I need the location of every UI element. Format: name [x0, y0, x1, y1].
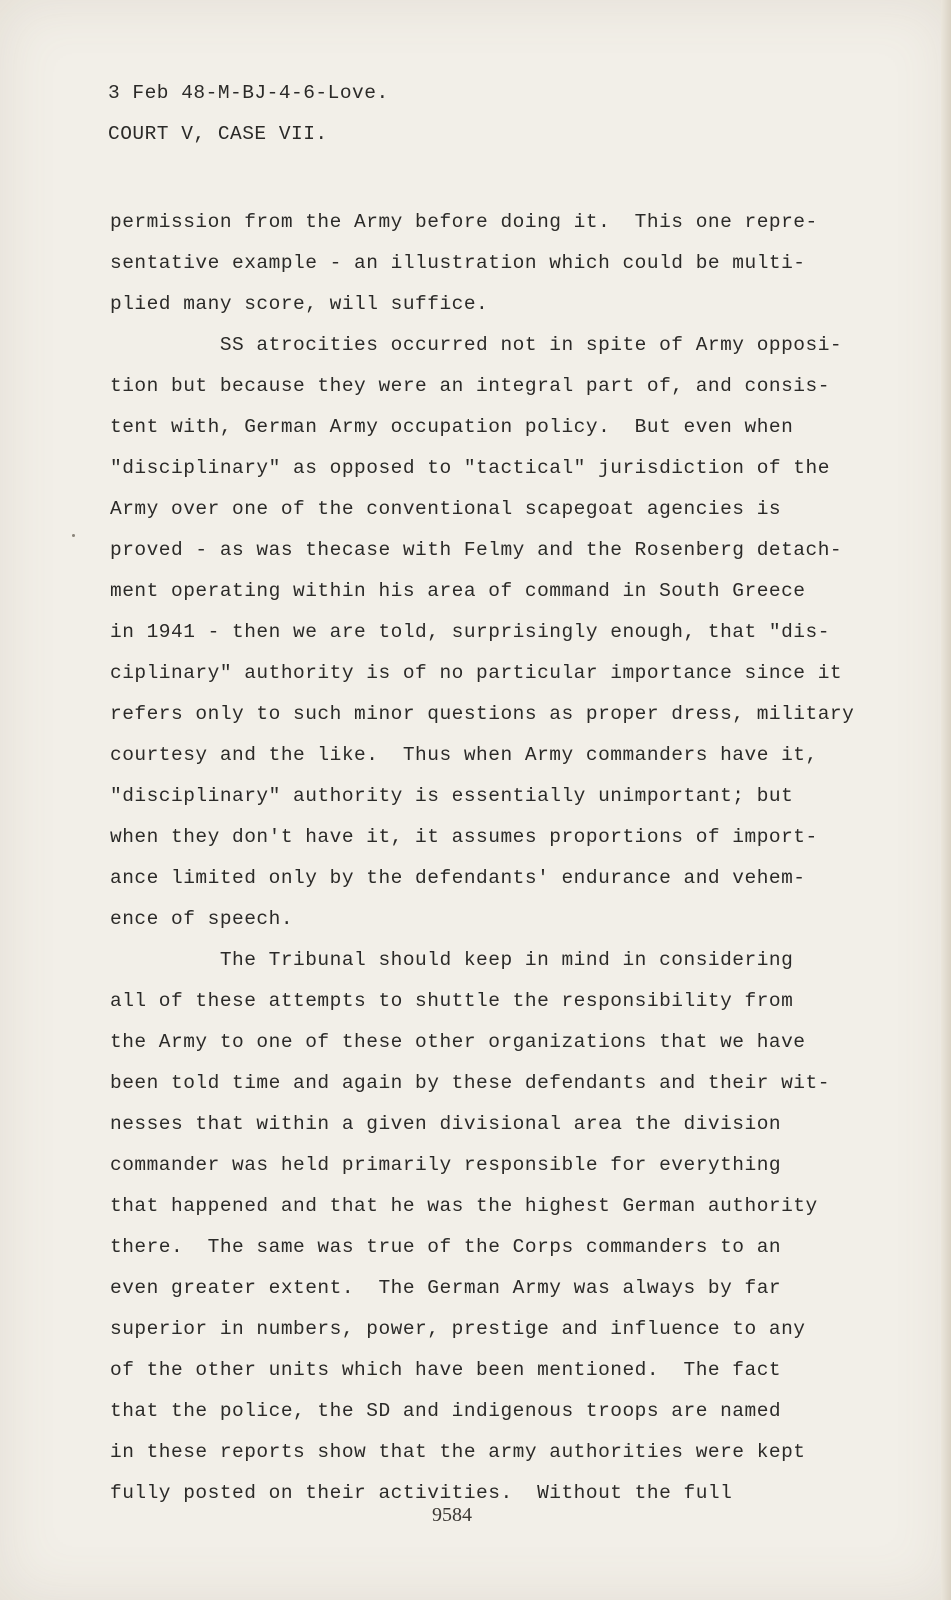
text-line: ciplinary" authority is of no particular importance since it: [110, 662, 843, 684]
text-line: all of these attempts to shuttle the responsibility from: [110, 990, 794, 1012]
text-line: even greater extent. The German Army was always by far: [110, 1277, 782, 1299]
text-line: plied many score, will suffice.: [110, 293, 489, 315]
text-line: Army over one of the conventional scapegoat agencies is: [110, 498, 782, 520]
page-number: 9584: [432, 1504, 472, 1526]
text-line: of the other units which have been mentioned. The fact: [110, 1359, 782, 1381]
text-line: fully posted on their activities. Without the full: [110, 1482, 733, 1504]
court-case-line: COURT V, CASE VII.: [108, 123, 328, 145]
body-text: [110, 202, 900, 1514]
text-line: ment operating within his area of command in South Greece: [110, 580, 806, 602]
text-line: superior in numbers, power, prestige and influence to any: [110, 1318, 806, 1340]
text-line: nesses that within a given divisional area the division: [110, 1113, 782, 1135]
text-line: that the police, the SD and indigenous troops are named: [110, 1400, 782, 1422]
document-reference-line: 3 Feb 48-M-BJ-4-6-Love.: [108, 82, 389, 104]
text-line: "disciplinary" as opposed to "tactical" jurisdiction of the: [110, 457, 830, 479]
margin-mark: [72, 534, 75, 537]
text-line: commander was held primarily responsible for everything: [110, 1154, 782, 1176]
text-line: when they don't have it, it assumes proportions of import-: [110, 826, 818, 848]
text-line: the Army to one of these other organizations that we have: [110, 1031, 806, 1053]
text-line: tion but because they were an integral part of, and consis-: [110, 375, 830, 397]
text-line: there. The same was true of the Corps commanders to an: [110, 1236, 782, 1258]
text-line: tent with, German Army occupation policy. But even when: [110, 416, 794, 438]
text-line: sentative example - an illustration which could be multi-: [110, 252, 806, 274]
text-line: in these reports show that the army authorities were kept: [110, 1441, 806, 1463]
text-line: The Tribunal should keep in mind in considering: [110, 949, 794, 971]
text-line: in 1941 - then we are told, surprisingly enough, that "dis-: [110, 621, 830, 643]
text-line: proved - as was thecase with Felmy and the Rosenberg detach-: [110, 539, 843, 561]
text-line: refers only to such minor questions as proper dress, military: [110, 703, 855, 725]
text-line: courtesy and the like. Thus when Army commanders have it,: [110, 744, 818, 766]
text-line: been told time and again by these defendants and their wit-: [110, 1072, 830, 1094]
text-line: ence of speech.: [110, 908, 294, 930]
text-line: permission from the Army before doing it. This one repre-: [110, 211, 818, 233]
text-line: SS atrocities occurred not in spite of Army opposi-: [110, 334, 843, 356]
text-line: that happened and that he was the highest German authority: [110, 1195, 818, 1217]
text-line: ance limited only by the defendants' endurance and vehem-: [110, 867, 806, 889]
text-line: "disciplinary" authority is essentially unimportant; but: [110, 785, 794, 807]
